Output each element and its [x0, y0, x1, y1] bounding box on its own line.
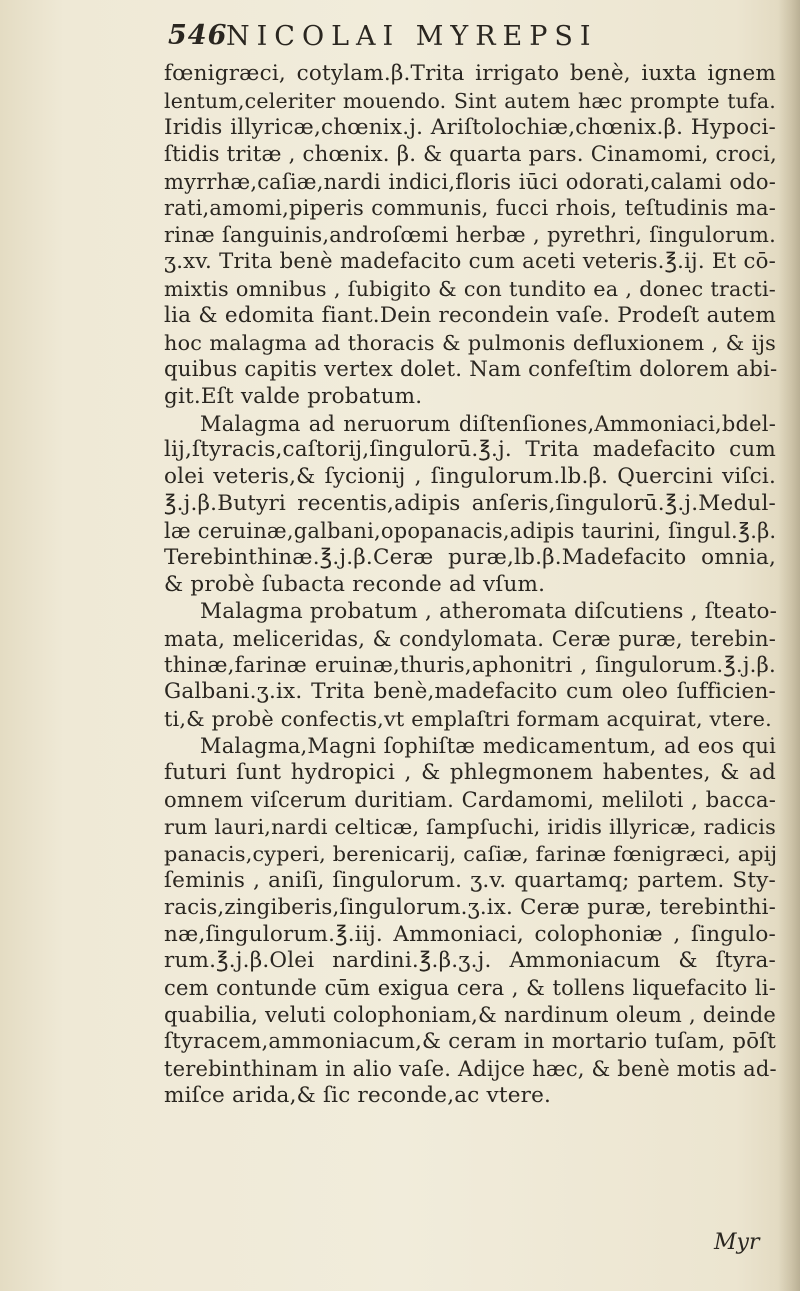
text-line: panacis,cyperi, berenicarij, caſiæ, farinæ fœnigræci, apij [164, 841, 778, 866]
text-line: Galbani.ʒ.ix. Trita benè,madefacito cum oleo ſufficien- [164, 679, 776, 705]
text-line: racis,zingiberis,ſingulorum.ʒ.ix. Ceræ puræ, terebinthi- [164, 894, 776, 920]
text-line: omnem viſcerum duritiam. Cardamomi, meliloti , bacca- [164, 788, 776, 813]
body-text [164, 61, 776, 1110]
text-line: lentum,celeriter mouendo. Sint autem hæc prompte tufa. [164, 88, 776, 113]
page-header [168, 20, 768, 56]
text-line: ti,& probè confectis,vt emplaſtri formam acquirat, vtere. [164, 707, 772, 732]
text-line: rum.℥.j.β.Olei nardini.℥.β.ʒ.j. Ammoniacum & ſtyra- [164, 948, 776, 974]
page-gutter-shadow [778, 0, 800, 1291]
catchword: Myr [714, 1230, 760, 1255]
text-line: git.Eſt valde probatum. [164, 383, 423, 409]
text-line: mixtis omnibus , ſubigito & con tundito ea , donec tracti- [164, 277, 776, 302]
text-line: mata, meliceridas, & condylomata. Ceræ puræ, terebin- [164, 626, 776, 651]
text-line: myrrhæ,caſiæ,nardi indici,floris iūci odorati,calami odo- [164, 169, 776, 194]
text-line: quabilia, veluti colophoniam,& nardinum oleum , deinde [164, 1003, 776, 1028]
text-line: miſce arida,& ſic reconde,ac vtere. [164, 1082, 552, 1108]
text-line: cem contunde cūm exigua cera , & tollens liquefacito li- [164, 976, 776, 1001]
text-line: ſtyracem,ammoniacum,& ceram in mortario tuſam, pōſt [164, 1029, 776, 1055]
text-line: rinæ ſanguinis,androſœmi herbæ , pyrethri, ſingulorum. [164, 223, 776, 248]
running-head: NICOLAI MYREPSI [226, 21, 598, 52]
text-line: & probè ſubacta reconde ad vſum. [164, 571, 546, 597]
text-line: ʒ.xv. Trita benè madefacito cum aceti veteris.℥.ij. Et cō- [164, 249, 776, 275]
text-line: futuri ſunt hydropici , & phlegmonem habentes, & ad [164, 760, 776, 786]
text-line: terebinthinam in alio vaſe. Adijce hæc, & benè motis ad- [164, 1056, 777, 1081]
text-line: ſeminis , aniſi, ſingulorum. ʒ.v. quartamq; partem. Sty- [164, 867, 776, 893]
text-line: fœnigræci, cotylam.β.Trita irrigato benè, iuxta ignem [164, 61, 776, 86]
text-line: lij,ſtyracis,caſtorij,ſingulorū.℥.j. Trita madefacito cum [164, 437, 776, 463]
page-number: 546 [168, 20, 228, 51]
text-line: thinæ,farinæ eruinæ,thuris,aphonitri , ſingulorum.℥.j.β. [164, 652, 776, 678]
text-line: Malagma probatum , atheromata diſcutiens , ſteato- [200, 598, 778, 624]
text-line: rati,amomi,piperis communis, fucci rhois, teſtudinis ma- [164, 196, 776, 221]
text-line: hoc malagma ad thoracis & pulmonis defluxionem , & ijs [164, 330, 776, 355]
text-line: lia & edomita fiant.Dein recondein vaſe. Prodeſt autem [164, 303, 776, 329]
text-line: olei veteris,& ſycionij , ſingulorum.lb.β. Quercini viſci. [164, 464, 776, 490]
text-line: Iridis illyricæ,chœnix.j. Ariſtolochiæ,chœnix.β. Hypoci- [164, 114, 776, 140]
text-line: ℥.j.β.Butyri recentis,adipis anſeris,ſingulorū.℥.j.Medul- [164, 491, 776, 517]
text-line: ſtidis tritæ , chœnix. β. & quarta pars. Cinamomi, croci, [164, 141, 778, 167]
text-line: Malagma,Magni ſophiſtæ medicamentum, ad eos qui [200, 734, 776, 759]
text-line: næ,ſingulorum.℥.iij. Ammoniaci, colophoniæ , ſingulo- [164, 921, 776, 947]
text-line: Malagma ad neruorum diſtenſiones,Ammoniaci,bdel- [200, 411, 776, 436]
text-line: quibus capitis vertex dolet. Nam confeſtim dolorem abi- [164, 356, 778, 382]
text-line: læ ceruinæ,galbani,opopanacis,adipis taurini, ſingul.℥.β. [164, 519, 777, 544]
text-line: Terebinthinæ.℥.j.β.Ceræ puræ,lb.β.Madefacito omnia, [164, 545, 776, 571]
text-line: rum lauri,nardi celticæ, ſampſuchi, iridis illyricæ, radicis [164, 814, 776, 839]
